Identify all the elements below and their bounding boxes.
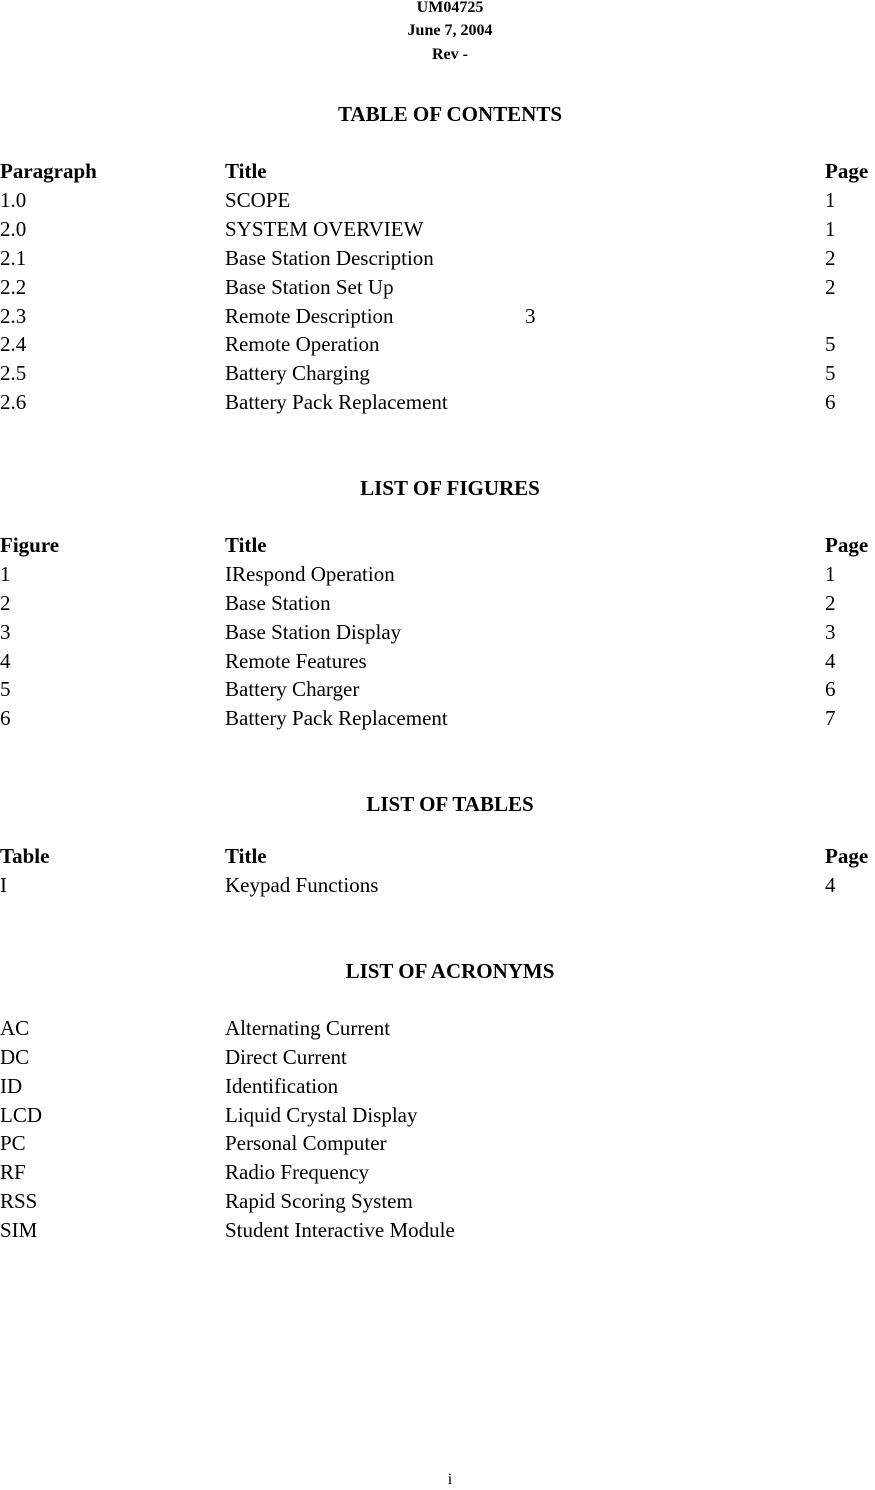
toc-paragraph: 2.0 <box>0 217 27 241</box>
toc-row <box>0 215 875 243</box>
acronyms-title: LIST OF ACRONYMS <box>345 959 555 983</box>
toc-row <box>0 388 875 416</box>
figure-page: 3 <box>825 620 836 644</box>
toc-header-row <box>0 157 875 185</box>
toc-row <box>0 244 875 272</box>
tables-col-table: Table <box>0 844 50 868</box>
toc-entry-title: Base Station Set Up <box>225 275 394 299</box>
acronym-row <box>0 1014 875 1042</box>
acronym-abbr: AC <box>0 1016 30 1040</box>
figure-page: 7 <box>825 706 836 730</box>
figure-number: 1 <box>0 562 11 586</box>
acronym-abbr: PC <box>0 1131 26 1155</box>
figure-row <box>0 675 875 703</box>
toc-page: 5 <box>825 332 836 356</box>
acronym-meaning: Liquid Crystal Display <box>225 1103 418 1127</box>
toc-entry-title: SCOPE <box>225 188 291 212</box>
toc-row <box>0 186 875 214</box>
acronym-meaning: Alternating Current <box>225 1016 391 1040</box>
acronym-meaning: Rapid Scoring System <box>225 1189 413 1213</box>
toc-page: 2 <box>825 246 836 270</box>
toc-page: 1 <box>825 188 836 212</box>
figure-page: 1 <box>825 562 836 586</box>
doc-date: June 7, 2004 <box>407 22 493 39</box>
acronym-abbr: RF <box>0 1160 26 1184</box>
acronym-abbr: RSS <box>0 1189 38 1213</box>
doc-revision: Rev - <box>432 46 468 63</box>
figure-number: 6 <box>0 706 11 730</box>
acronym-meaning: Identification <box>225 1074 339 1098</box>
toc-col-paragraph: Paragraph <box>0 159 97 183</box>
toc-paragraph: 2.6 <box>0 390 27 414</box>
acronym-meaning: Personal Computer <box>225 1131 387 1155</box>
acronym-abbr: SIM <box>0 1218 38 1242</box>
doc-number: UM04725 <box>416 0 484 16</box>
figure-row <box>0 647 875 675</box>
toc-page: 5 <box>825 361 836 385</box>
acronym-meaning: Direct Current <box>225 1045 347 1069</box>
acronym-row <box>0 1187 875 1215</box>
figure-row <box>0 618 875 646</box>
figure-number: 5 <box>0 677 11 701</box>
acronym-abbr: ID <box>0 1074 23 1098</box>
toc-entry-title: Remote Operation <box>225 332 380 356</box>
table-page: 4 <box>825 873 836 897</box>
figures-title: LIST OF FIGURES <box>360 476 540 500</box>
figures-col-title: Title <box>225 533 267 557</box>
figure-row <box>0 560 875 588</box>
acronym-row <box>0 1072 875 1100</box>
toc-page: 3 <box>525 304 536 328</box>
figure-page: 2 <box>825 591 836 615</box>
table-title: Keypad Functions <box>225 873 379 897</box>
toc-entry-title: SYSTEM OVERVIEW <box>225 217 424 241</box>
figure-row <box>0 704 875 732</box>
toc-page: 2 <box>825 275 836 299</box>
toc-page: 1 <box>825 217 836 241</box>
figure-title: Base Station Display <box>225 620 402 644</box>
figures-header-row <box>0 531 875 559</box>
toc-row <box>0 359 875 387</box>
tables-title: LIST OF TABLES <box>366 792 534 816</box>
table-number: I <box>0 873 7 897</box>
acronym-row <box>0 1129 875 1157</box>
acronym-row <box>0 1158 875 1186</box>
tables-header-row <box>0 842 875 870</box>
figure-title: Battery Pack Replacement <box>225 706 448 730</box>
toc-page: 6 <box>825 390 836 414</box>
toc-entry-title: Battery Charging <box>225 361 370 385</box>
acronym-meaning: Radio Frequency <box>225 1160 370 1184</box>
figures-col-page: Page <box>825 533 869 557</box>
toc-paragraph: 2.5 <box>0 361 27 385</box>
toc-paragraph: 2.3 <box>0 304 27 328</box>
figure-number: 3 <box>0 620 11 644</box>
toc-paragraph: 2.4 <box>0 332 27 356</box>
table-row <box>0 871 875 899</box>
toc-entry-title: Remote Description <box>225 304 394 328</box>
toc-title: TABLE OF CONTENTS <box>337 102 563 126</box>
figure-page: 6 <box>825 677 836 701</box>
toc-paragraph: 2.1 <box>0 246 27 270</box>
acronym-row <box>0 1216 875 1244</box>
figures-col-figure: Figure <box>0 533 60 557</box>
page-number: i <box>447 1471 453 1488</box>
toc-paragraph: 1.0 <box>0 188 27 212</box>
acronym-row <box>0 1043 875 1071</box>
tables-col-title: Title <box>225 844 267 868</box>
figure-row <box>0 589 875 617</box>
toc-col-page: Page <box>825 159 869 183</box>
acronym-row <box>0 1101 875 1129</box>
toc-entry-title: Base Station Description <box>225 246 434 270</box>
acronym-meaning: Student Interactive Module <box>225 1218 455 1242</box>
toc-paragraph: 2.2 <box>0 275 27 299</box>
figure-title: IRespond Operation <box>225 562 395 586</box>
figure-number: 2 <box>0 591 11 615</box>
acronym-abbr: DC <box>0 1045 30 1069</box>
toc-col-title: Title <box>225 159 267 183</box>
figure-page: 4 <box>825 649 836 673</box>
figure-title: Remote Features <box>225 649 367 673</box>
toc-row <box>0 273 875 301</box>
toc-row <box>0 302 875 330</box>
acronym-abbr: LCD <box>0 1103 42 1127</box>
figure-title: Battery Charger <box>225 677 360 701</box>
figure-number: 4 <box>0 649 11 673</box>
toc-row <box>0 330 875 358</box>
tables-col-page: Page <box>825 844 869 868</box>
toc-entry-title: Battery Pack Replacement <box>225 390 448 414</box>
figure-title: Base Station <box>225 591 331 615</box>
